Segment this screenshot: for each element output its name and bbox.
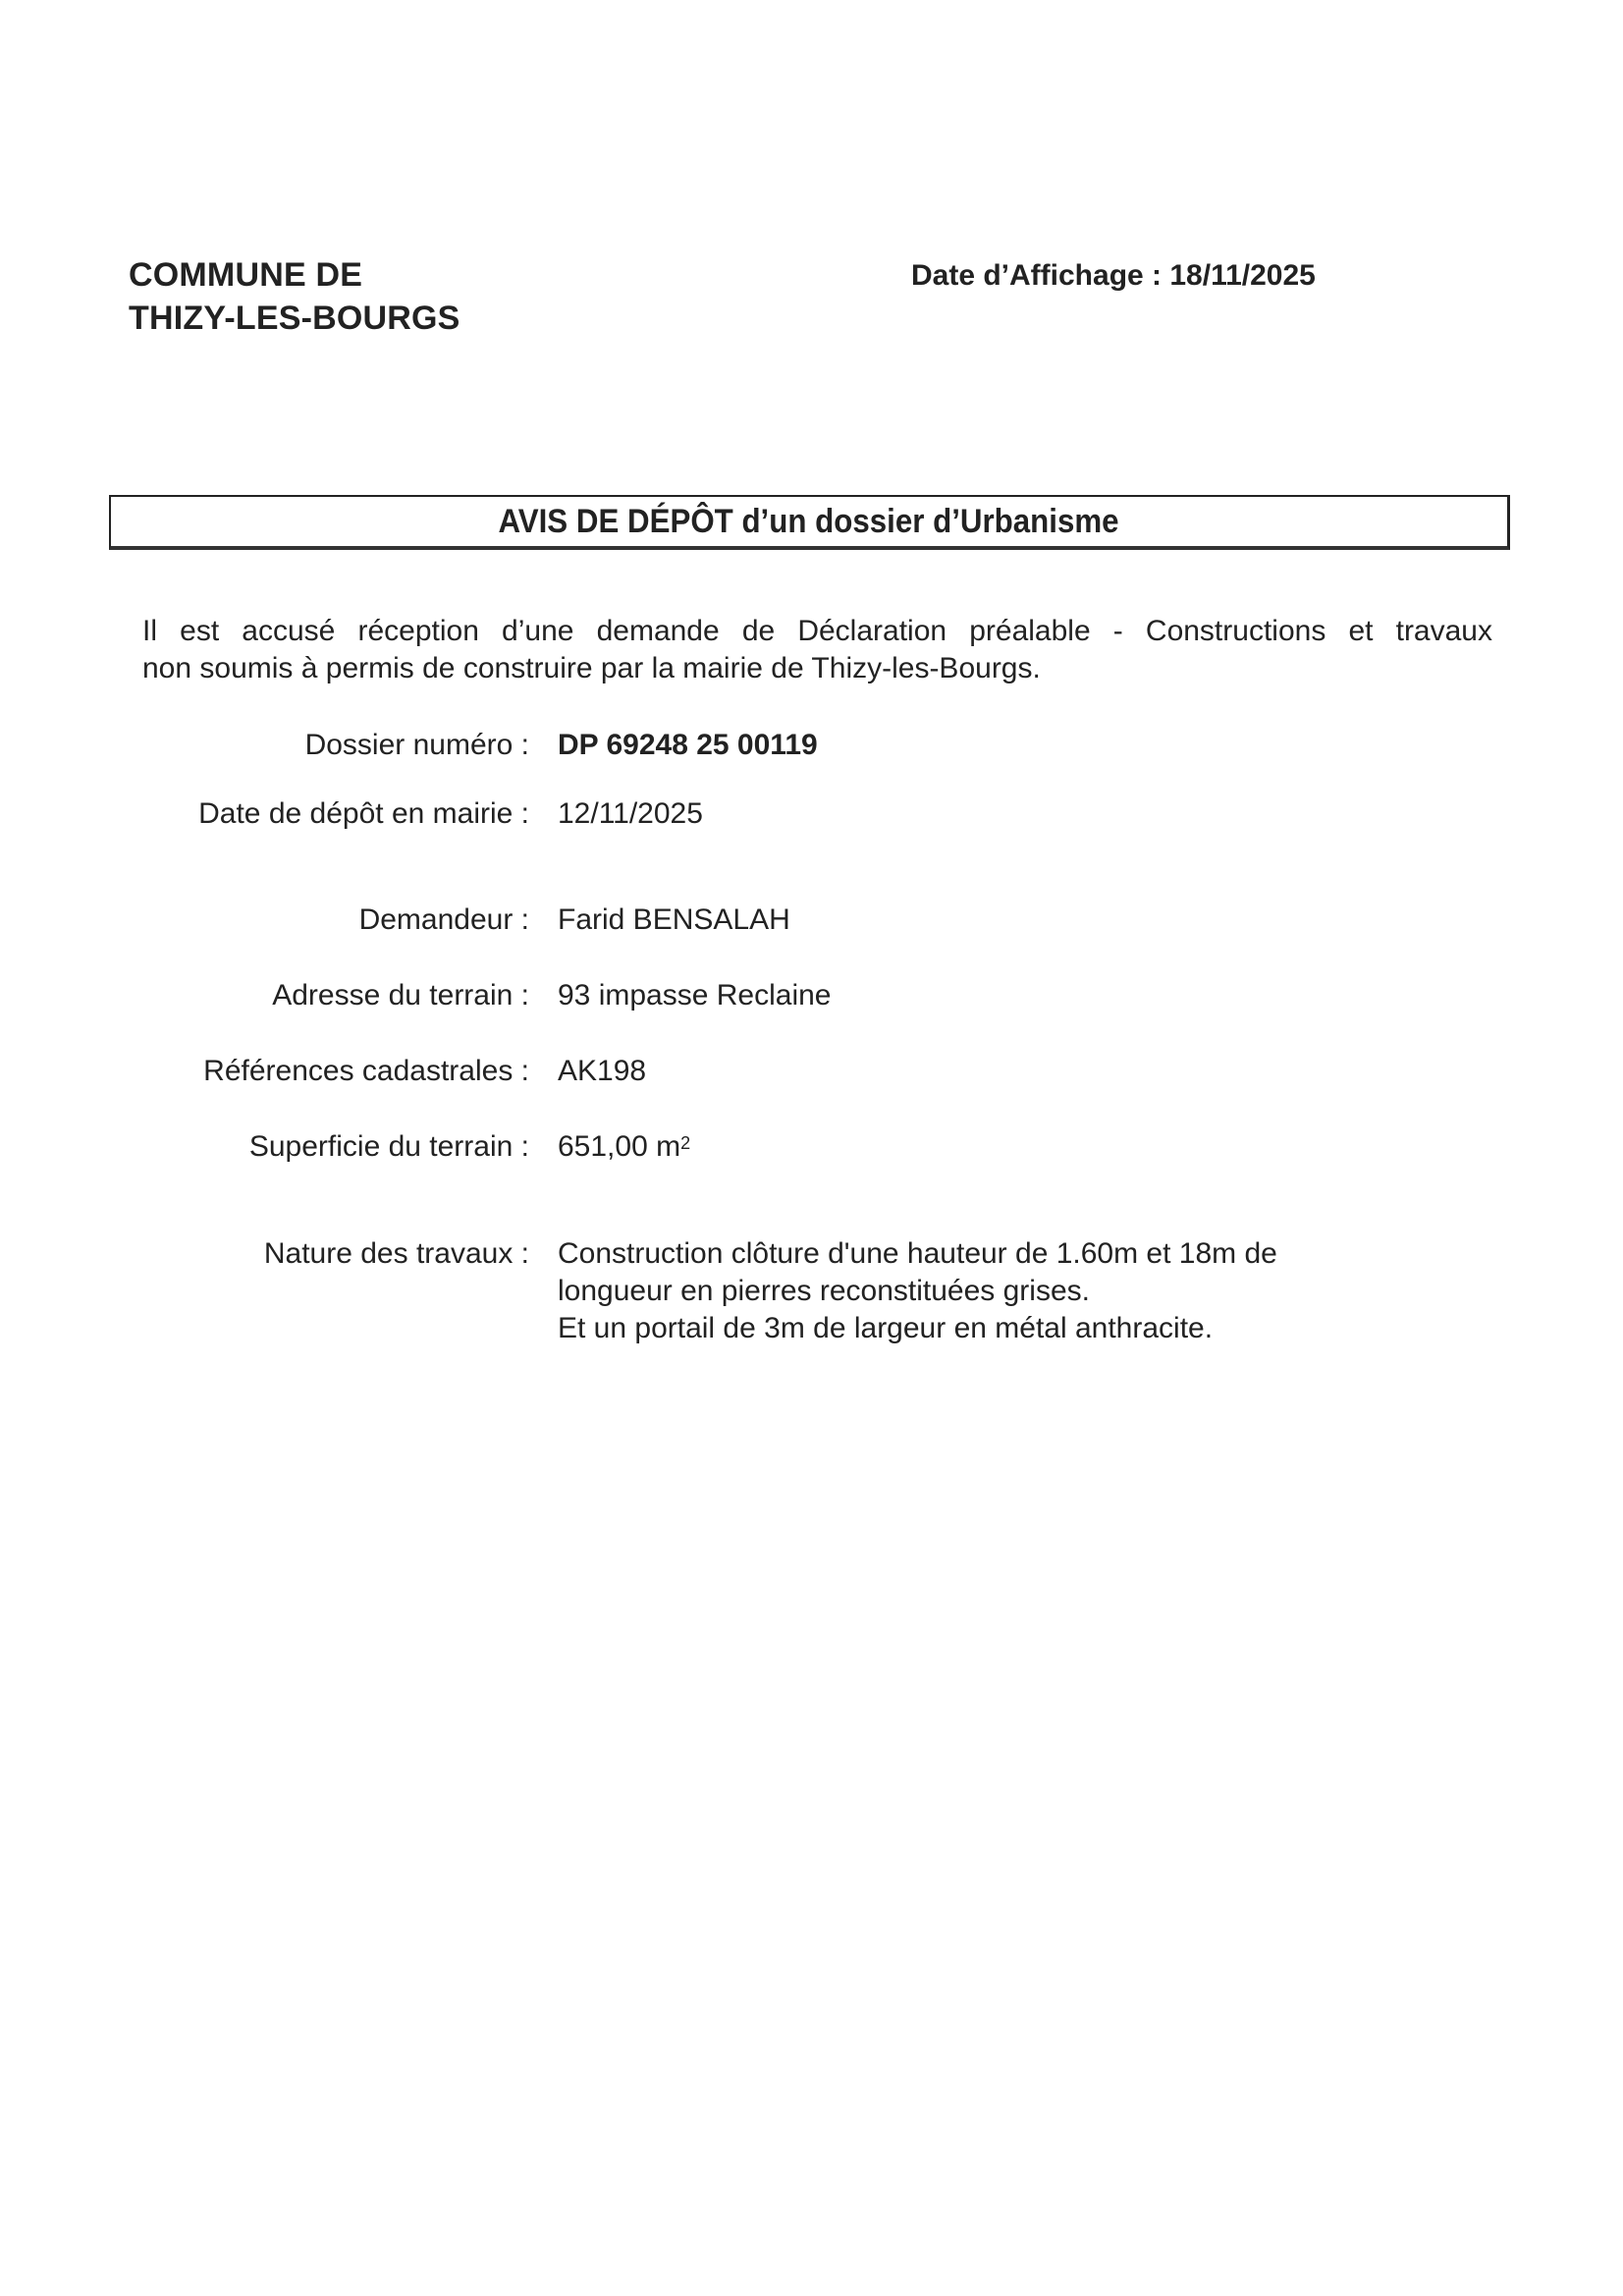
commune-line-1: COMMUNE DE [129, 256, 363, 294]
commune-line-2: THIZY-LES-BOURGS [129, 300, 460, 337]
intro-line-2: non soumis à permis de construire par la mairie de Thizy-les-Bourgs. [142, 652, 1041, 684]
dossier-number: DP 69248 25 00119 [558, 729, 818, 761]
commune-heading [129, 253, 460, 340]
intro-line-1: Il est accusé réception d’une demande de Déclaration préalable - Constructions et travaux [142, 615, 1492, 647]
title-box [109, 495, 1510, 550]
page-title: AVIS DE DÉPÔT d’un dossier d’Urbanisme [498, 503, 1120, 540]
adresse-value: 93 impasse Reclaine [558, 979, 832, 1011]
nature-value [558, 1235, 1441, 1347]
intro-paragraph [142, 613, 1492, 687]
field-label: Nature des travaux : [263, 1237, 529, 1270]
nature-line-3: Et un portail de 3m de largeur en métal anthracite. [558, 1312, 1214, 1344]
superficie-unit-exponent: 2 [680, 1133, 691, 1153]
date-depot-value: 12/11/2025 [558, 797, 703, 830]
cadastre-value: AK198 [558, 1055, 647, 1087]
superficie-value [558, 1128, 690, 1166]
field-label: Adresse du terrain : [272, 979, 529, 1011]
field-label: Superficie du terrain : [248, 1130, 529, 1163]
demandeur-value: Farid BENSALAH [558, 903, 790, 936]
field-label: Demandeur : [358, 903, 529, 936]
field-label: Date de dépôt en mairie : [198, 797, 529, 830]
nature-line-1: Construction clôture d'une hauteur de 1.60m et 18m de [558, 1237, 1277, 1270]
date-affichage: Date d’Affichage : 18/11/2025 [911, 259, 1316, 292]
superficie-number: 651,00 m [558, 1130, 681, 1163]
field-label: Dossier numéro : [304, 729, 529, 761]
nature-line-2: longueur en pierres reconstituées grises. [558, 1275, 1090, 1307]
field-label: Références cadastrales : [203, 1055, 529, 1087]
